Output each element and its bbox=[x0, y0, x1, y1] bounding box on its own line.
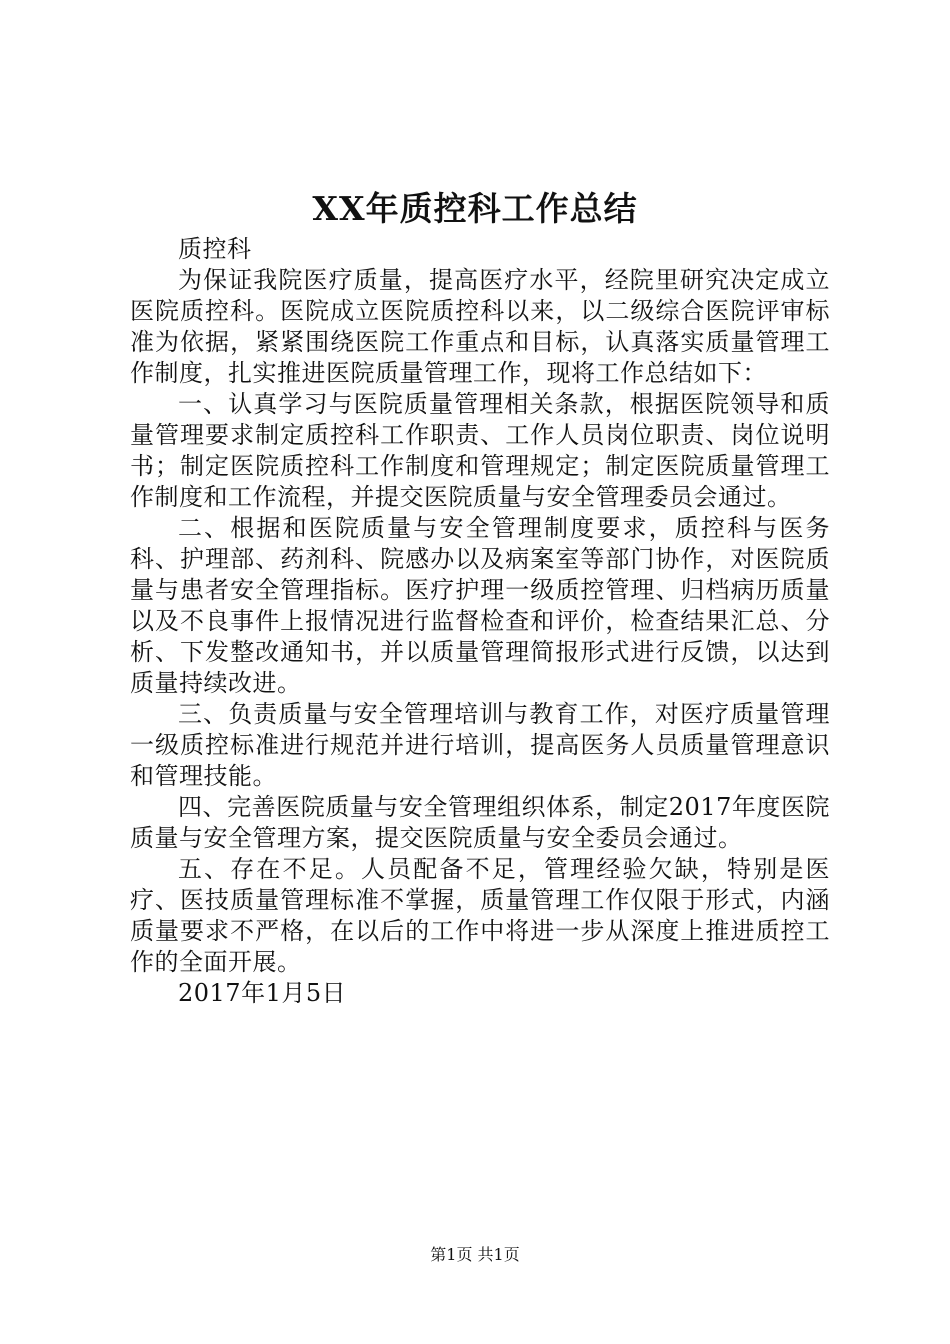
paragraph-item-1: 一、认真学习与医院质量管理相关条款，根据医院领导和质量管理要求制定质控科工作职责、工作人员岗位职责、岗位说明书；制定医院质控科工作制度和管理规定；制定医院质量管理工作制度和工作流程，并提交医院质量与安全管理委员会通过。 bbox=[130, 390, 830, 511]
paragraph-item-4: 四、完善医院质量与安全管理组织体系，制定2017年度医院质量与安全管理方案，提交医院质量与安全委员会通过。 bbox=[130, 793, 830, 852]
paragraph-item-5: 五、存在不足。人员配备不足，管理经验欠缺，特别是医疗、医技质量管理标准不掌握，质量管理工作仅限于形式，内涵质量要求不严格，在以后的工作中将进一步从深度上推进质控工作的全面开展。 bbox=[130, 855, 830, 976]
department-line: 质控科 bbox=[178, 235, 252, 263]
document-date: 2017年1月5日 bbox=[178, 979, 347, 1007]
document-title: XX年质控科工作总结 bbox=[312, 189, 638, 228]
page-footer: 第1页 共1页 bbox=[430, 1245, 520, 1264]
paragraph-item-2: 二、根据和医院质量与安全管理制度要求，质控科与医务科、护理部、药剂科、院感办以及病案室等部门协作，对医院质量与患者安全管理指标。医疗护理一级质控管理、归档病历质量以及不良事件上报情况进行监督检查和评价，检查结果汇总、分析、下发整改通知书，并以质量管理简报形式进行反馈，以达到质量持续改进。 bbox=[130, 514, 830, 697]
paragraph-item-3: 三、负责质量与安全管理培训与教育工作，对医疗质量管理一级质控标准进行规范并进行培训，提高医务人员质量管理意识和管理技能。 bbox=[130, 700, 830, 790]
paragraph-intro: 为保证我院医疗质量，提高医疗水平，经院里研究决定成立医院质控科。医院成立医院质控科以来，以二级综合医院评审标准为依据，紧紧围绕医院工作重点和目标，认真落实质量管理工作制度，扎实推进医院质量管理工作，现将工作总结如下： bbox=[130, 266, 830, 387]
document-body bbox=[130, 234, 830, 1009]
